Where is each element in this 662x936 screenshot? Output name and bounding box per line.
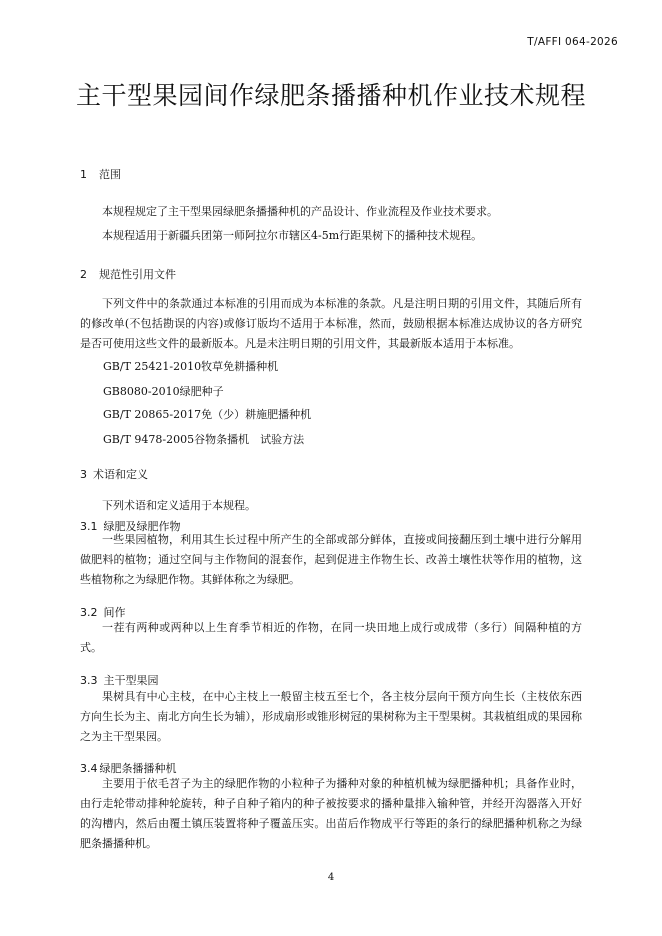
references-intro: 下列文件中的条款通过本标准的引用而成为本标准的条款。凡是注明日期的引用文件，其随后所有的修改单(不包括勘误的内容)或修订版均不适用于本标准，然而，鼓励根据本标准达成协议的各方研究是否可使用这些文件的最新版本。凡是未注明日期的引用文件，其最新版本适用于本标准。 (80, 297, 582, 350)
section-title: 规范性引用文件 (99, 268, 176, 281)
document-title: 主干型果园间作绿肥条播播种机作业技术规程 (75, 81, 586, 110)
term-3-4-definition: 主要用于依毛苕子为主的绿肥作物的小粒种子为播种对象的种植机械为绿肥播种机；具备作业时，由行走轮带动排种轮旋转，种子自种子箱内的种子被按要求的播种量排入输种管，并经开沟器落入开好的沟槽内，然后由覆土镇压装置将种子覆盖压实。出苗后作物成平行等距的条行的绿肥播种机称之为绿肥条播播种机。 (80, 777, 582, 850)
section-number: 1 (80, 168, 87, 181)
term-title: 绿肥条播播种机 (99, 762, 177, 775)
page-number: 4 (327, 872, 335, 883)
standard-number: T/AFFI 064-2026 (527, 36, 618, 48)
term-3-3-heading (80, 672, 159, 688)
term-number: 3.2 (80, 606, 98, 619)
term-number: 3.4 (80, 762, 98, 775)
term-number: 3.3 (80, 674, 98, 687)
reference-item: GB8080-2010绿肥种子 (103, 385, 224, 398)
terms-intro: 下列术语和定义适用于本规程。 (102, 499, 256, 512)
term-3-3-definition: 果树具有中心主枝，在中心主枝上一般留主枝五至七个，各主枝分层向干预方向生长（主枝依东西方向生长为主、南北方向生长为辅），形成扇形或锥形树冠的果树称为主干型果树。其栽植组成的果园称之为主干型果园。 (80, 690, 582, 743)
section-1-heading (80, 166, 121, 182)
section-number: 2 (80, 268, 87, 281)
term-3-1-definition: 一些果园植物，利用其生长过程中所产生的全部或部分鲜体，直接或间接翻压到土壤中进行分解用做肥料的植物；通过空间与主作物间的混套作，起到促进主作物生长、改善土壤性状等作用的植物，这些植物称之为绿肥作物。其鲜体称之为绿肥。 (80, 533, 582, 586)
term-3-2-definition: 一茬有两种或两种以上生育季节相近的作物，在同一块田地上成行或成带（多行）间隔种植的方式。 (80, 621, 582, 654)
reference-item: GB/T 9478-2005谷物条播机 试验方法 (103, 433, 305, 446)
term-title: 间作 (103, 606, 126, 619)
term-title: 绿肥及绿肥作物 (103, 520, 181, 533)
section-3-heading (80, 466, 148, 482)
term-title: 主干型果园 (103, 674, 159, 687)
scope-paragraph-1: 本规程规定了主干型果园绿肥条播播种机的产品设计、作业流程及作业技术要求。 (102, 205, 498, 218)
section-title: 范围 (99, 168, 121, 181)
section-2-heading (80, 266, 176, 282)
reference-item: GB/T 20865-2017免（少）耕施肥播种机 (103, 408, 312, 421)
section-title: 术语和定义 (93, 468, 148, 481)
reference-item: GB/T 25421-2010牧草免耕播种机 (103, 360, 279, 373)
scope-paragraph-2: 本规程适用于新疆兵团第一师阿拉尔市辖区4-5m行距果树下的播种技术规程。 (102, 229, 483, 242)
term-number: 3.1 (80, 520, 98, 533)
section-number: 3 (80, 468, 87, 481)
